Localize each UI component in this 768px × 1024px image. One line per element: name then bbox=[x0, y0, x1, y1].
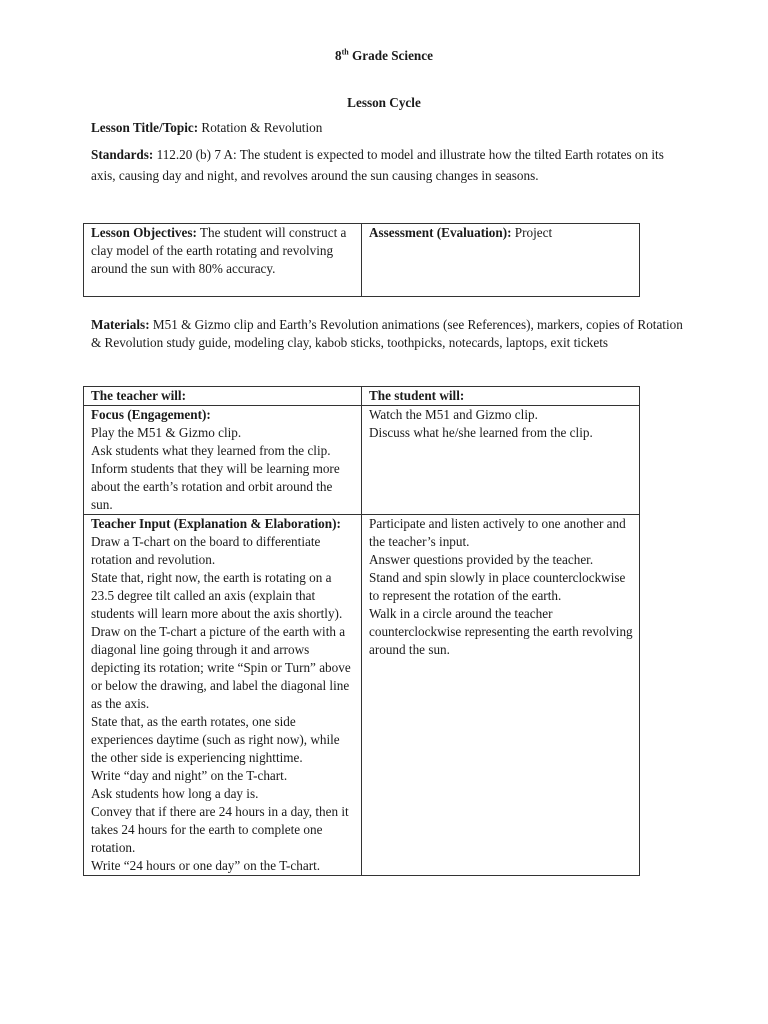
list-item: Write “day and night” on the T-chart. bbox=[91, 768, 288, 783]
student-header: The student will: bbox=[362, 387, 640, 406]
course-title bbox=[0, 47, 768, 65]
list-item: Watch the M51 and Gizmo clip. bbox=[369, 407, 538, 422]
focus-heading: Focus (Engagement): bbox=[91, 407, 211, 422]
grade-title-text: Grade Science bbox=[348, 48, 433, 63]
list-item: Discuss what he/she learned from the clip. bbox=[369, 425, 593, 440]
assessment-value: Project bbox=[511, 225, 553, 240]
focus-teacher-cell bbox=[84, 406, 362, 515]
materials-value: M51 & Gizmo clip and Earth’s Revolution animations (see References), markers, copies of Rotation & Revolution study guide, modeling clay, kabob sticks, toothpicks, notecards, laptops, exit tickets bbox=[91, 317, 683, 350]
input-teacher-cell bbox=[84, 515, 362, 876]
list-item: Answer questions provided by the teacher. bbox=[369, 552, 594, 567]
objectives-cell bbox=[84, 224, 362, 297]
list-item: Draw on the T-chart a picture of the earth with a diagonal line going through it and arrows depicting its rotation; write “Spin or Turn” above or below the drawing, and label the diagonal line as the axis. bbox=[91, 624, 351, 711]
lesson-cycle-title: Lesson Cycle bbox=[347, 95, 421, 110]
grade-number: 8 bbox=[335, 48, 342, 63]
materials-line bbox=[91, 316, 683, 352]
list-item: Ask students what they learned from the clip. bbox=[91, 443, 331, 458]
standards-line bbox=[91, 145, 681, 186]
objectives-value: The student will construct a clay model of the earth rotating and revolving around the sun with 80% accuracy. bbox=[91, 225, 347, 276]
input-heading: Teacher Input (Explanation & Elaboration): bbox=[91, 516, 341, 531]
lesson-plan-table bbox=[83, 386, 640, 876]
list-item: Convey that if there are 24 hours in a day, then it takes 24 hours for the earth to complete one rotation. bbox=[91, 804, 349, 855]
assessment-label: Assessment (Evaluation): bbox=[369, 225, 512, 240]
lesson-title-value: Rotation & Revolution bbox=[198, 120, 323, 135]
list-item: State that, right now, the earth is rotating on a 23.5 degree tilt called an axis (explain that students will learn more about the axis shortly). bbox=[91, 570, 343, 621]
standards-value: 112.20 (b) 7 A: The student is expected to model and illustrate how the tilted Earth rotates on its axis, causing day and night, and revolves around the sun causing changes in seasons. bbox=[91, 147, 664, 183]
teacher-header: The teacher will: bbox=[84, 387, 362, 406]
list-item: Stand and spin slowly in place counterclockwise to represent the rotation of the earth. bbox=[369, 570, 626, 603]
list-item: Inform students that they will be learning more about the earth’s rotation and orbit around the sun. bbox=[91, 461, 340, 512]
objectives-table bbox=[83, 223, 640, 297]
list-item: Ask students how long a day is. bbox=[91, 786, 259, 801]
lesson-title-line bbox=[91, 119, 691, 137]
list-item: Draw a T-chart on the board to differentiate rotation and revolution. bbox=[91, 534, 321, 567]
list-item: Walk in a circle around the teacher counterclockwise representing the earth revolving around the sun. bbox=[369, 606, 633, 657]
table-header-row bbox=[84, 387, 640, 406]
input-student-cell bbox=[362, 515, 640, 876]
standards-label: Standards: bbox=[91, 147, 154, 162]
focus-student-cell bbox=[362, 406, 640, 515]
table-row bbox=[84, 406, 640, 515]
objectives-label: Lesson Objectives: bbox=[91, 225, 197, 240]
list-item: Participate and listen actively to one another and the teacher’s input. bbox=[369, 516, 626, 549]
table-row bbox=[84, 515, 640, 876]
list-item: Write “24 hours or one day” on the T-chart. bbox=[91, 858, 321, 873]
lesson-title-label: Lesson Title/Topic: bbox=[91, 120, 199, 135]
list-item: State that, as the earth rotates, one side experiences daytime (such as right now), while the other side is experiencing nighttime. bbox=[91, 714, 340, 765]
materials-label: Materials: bbox=[91, 317, 150, 332]
assessment-cell bbox=[362, 224, 640, 297]
grade-suffix: th bbox=[341, 47, 349, 57]
list-item: Play the M51 & Gizmo clip. bbox=[91, 425, 242, 440]
